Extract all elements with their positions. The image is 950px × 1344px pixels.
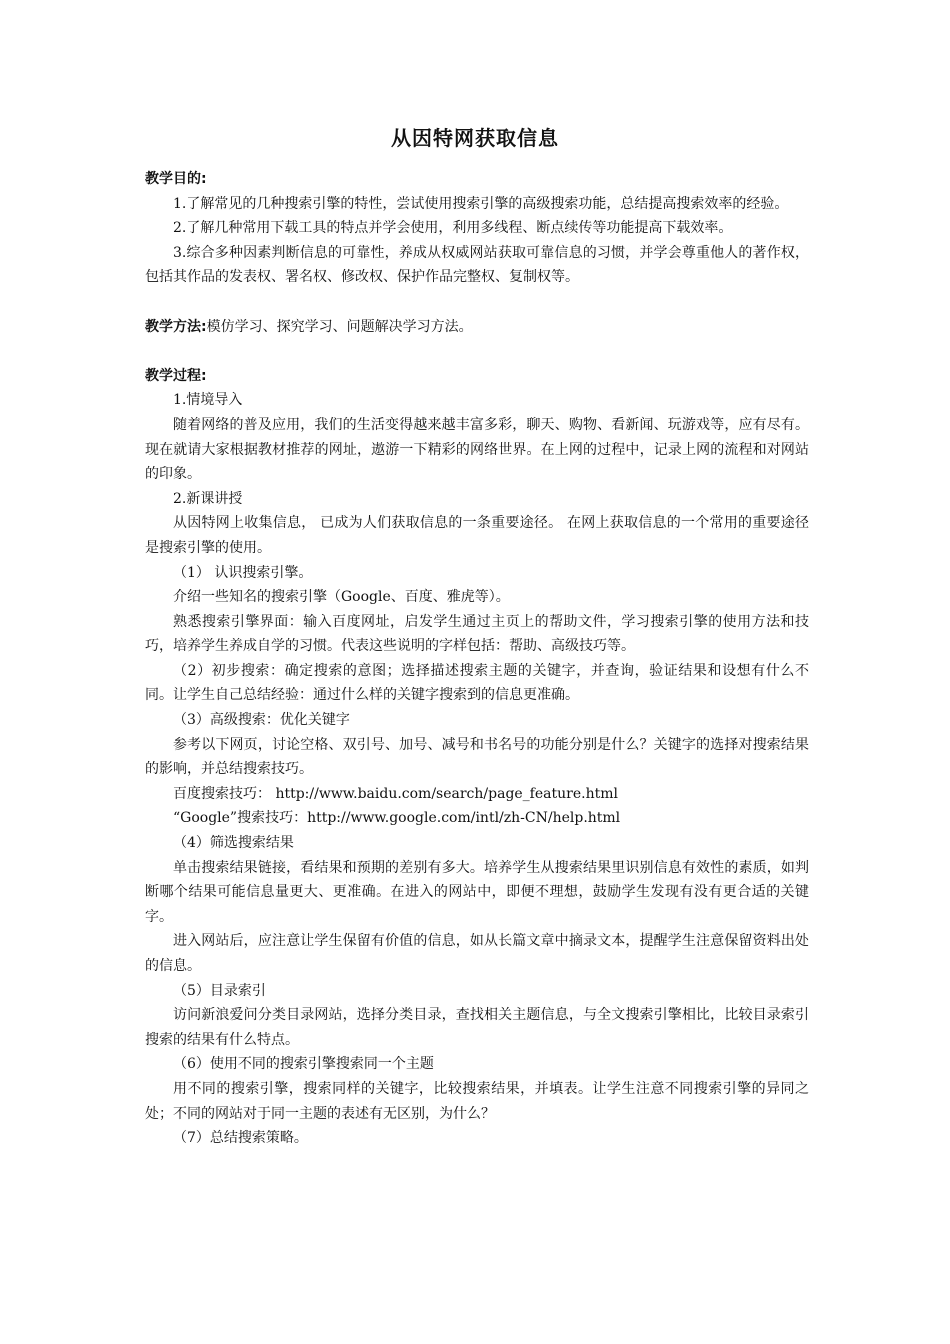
process-line: 2.新课讲授 [173, 490, 243, 507]
objectives-heading: 教学目的: [145, 171, 207, 187]
process-line: 随着网络的普及应用，我们的生活变得越来越丰富多彩，聊天、购物、看新闻、玩游戏等，应有尽有。现在就请大家根据教材推荐的网址，遨游一下精彩的网络世界。在上网的过程中，记录上网的流程和对网站的印象。 [145, 416, 809, 483]
process-line: 访问新浪爱问分类目录网站，选择分类目录，查找相关主题信息，与全文搜索引擎相比，比较目录索引搜索的结果有什么特点。 [145, 1007, 809, 1048]
objective-item: 2.了解几种常用下载工具的特点并学会使用，利用多线程、断点续传等功能提高下载效率。 [173, 220, 733, 237]
spacer [145, 290, 809, 315]
process-heading: 教学过程: [145, 367, 207, 384]
document-body [145, 167, 809, 1151]
objective-item: 3.综合多种因素判断信息的可靠性，养成从权威网站获取可靠信息的习惯，并学会尊重他人的著作权，包括其作品的发表权、署名权、修改权、保护作品完整权、复制权等。 [145, 244, 809, 286]
process-line: 参考以下网页，讨论空格、双引号、加号、减号和书名号的功能分别是什么？关键字的选择对搜索结果的影响，并总结搜索技巧。 [145, 736, 809, 778]
methods-text: 模仿学习、探究学习、问题解决学习方法。 [206, 318, 473, 335]
process-line: （7）总结搜索策略。 [173, 1130, 308, 1147]
google-tips-link-line: “Google”搜索技巧：http://www.google.com/intl/zh-CN/help.html [173, 810, 621, 827]
process-line: （5）目录索引 [173, 982, 266, 999]
process-line: 1.情境导入 [173, 392, 243, 409]
process-line: 熟悉搜索引擎界面：输入百度网址，启发学生通过主页上的帮助文件，学习搜索引擎的使用方法和技巧，培养学生养成自学的习惯。代表这些说明的字样包括：帮助、高级技巧等。 [145, 613, 809, 655]
process-line: （3）高级搜索：优化关键字 [173, 712, 350, 729]
spacer [145, 339, 809, 364]
objective-item: 1.了解常见的几种搜索引擎的特性，尝试使用搜索引擎的高级搜索功能，总结提高搜索效率的经验。 [173, 195, 789, 212]
process-line: 单击搜索结果链接，看结果和预期的差别有多大。培养学生从搜索结果里识别信息有效性的素质，如判断哪个结果可能信息量更大、更准确。在进入的网站中，即便不理想，鼓励学生发现有没有更合适的关键字。 [145, 859, 809, 925]
process-line: （1） 认识搜索引擎。 [173, 564, 313, 581]
document-title: 从因特网获取信息 [391, 126, 559, 150]
baidu-tips-link-line: 百度搜索技巧： http://www.baidu.com/search/page_feature.html [173, 785, 618, 802]
process-line: （4）筛选搜索结果 [173, 835, 294, 852]
process-line: 用不同的搜索引擎，搜索同样的关键字，比较搜索结果，并填表。让学生注意不同搜索引擎的异同之处；不同的网站对于同一主题的表述有无区别，为什么？ [145, 1080, 809, 1122]
methods-heading: 教学方法: [145, 318, 207, 335]
methods-paragraph [145, 315, 809, 340]
process-line: 从因特网上收集信息， 已成为人们获取信息的一条重要途径。 在网上获取信息的一个常用的重要途径是搜索引擎的使用。 [145, 515, 809, 556]
process-line: 介绍一些知名的搜索引擎（Google、百度、雅虎等）。 [173, 589, 510, 606]
process-line: （6）使用不同的搜索引擎搜索同一个主题 [173, 1056, 434, 1073]
process-line: 进入网站后，应注意让学生保留有价值的信息，如从长篇文章中摘录文本，提醒学生注意保留资料出处的信息。 [145, 933, 809, 974]
process-line: （2）初步搜索：确定搜索的意图；选择描述搜索主题的关键字，并查询，验证结果和设想有什么不同。让学生自己总结经验：通过什么样的关键字搜索到的信息更准确。 [145, 662, 809, 704]
